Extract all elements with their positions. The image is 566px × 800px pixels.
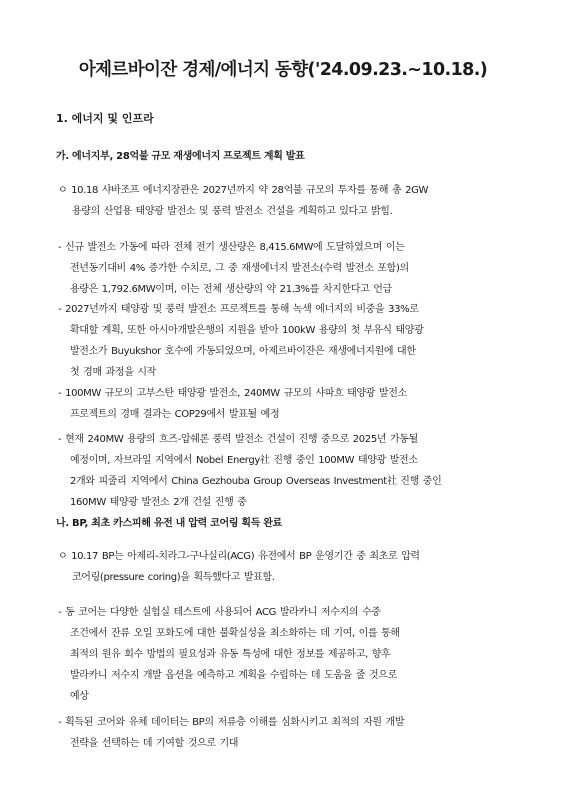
text-line: 160MW 태양광 발전소 2개 건설 진행 중	[70, 497, 247, 508]
text-line: 전년동기대비 4% 증가한 수치로, 그 중 재생에너지 발전소(수력 발전소 포함)의	[70, 263, 409, 274]
paragraph-b2	[58, 602, 514, 707]
paragraph-a2	[58, 237, 514, 300]
text-line: 확대할 계획, 또한 아시아개발은행의 지원을 받아 100kW 용량의 첫 부유식 태양광	[70, 325, 424, 336]
text-line: - 획득된 코어와 유체 데이터는 BP의 저류층 이해를 심화시키고 최적의 자원 개발	[58, 717, 405, 728]
text-line: 첫 경매 과정을 시작	[70, 367, 156, 378]
paragraph-b1	[58, 546, 514, 588]
section-heading-energy: 1. 에너지 및 인프라	[56, 112, 154, 125]
text-line: ㅇ 10.17 BP는 아제리-치라그-구나실리(ACG) 유전에서 BP 운영기간 중 최초로 압력	[58, 551, 420, 562]
text-line: 예상	[70, 691, 89, 702]
text-line: - 현재 240MW 용량의 흐즈-압쉐론 풍력 발전소 건설이 진행 중으로 2025년 가동될	[58, 434, 418, 445]
text-line: 발라카니 저수지 개발 옵션을 예측하고 계획을 수립하는 데 도움을 줄 것으로	[70, 670, 397, 681]
page-title: 아제르바이잔 경제/에너지 동향('24.09.23.~10.18.)	[78, 60, 488, 80]
paragraph-a3	[58, 299, 514, 383]
text-line: 최적의 원유 회수 방법의 필요성과 유동 특성에 대한 정보를 제공하고, 향후	[70, 649, 391, 660]
text-line: - 동 코어는 다양한 실험실 테스트에 사용되어 ACG 발라카니 저수지의 수중	[58, 607, 381, 618]
paragraph-b3	[58, 712, 514, 754]
text-line: - 2027년까지 태양광 및 풍력 발전소 프로젝트를 통해 녹색 에너지의 비중을 33%로	[58, 304, 419, 315]
text-line: 용량의 산업용 태양광 발전소 및 풍력 발전소 건설을 계획하고 있다고 밝힘.	[72, 206, 393, 217]
subheading-bp-coring: 나. BP, 최초 카스피해 유전 내 압력 코어링 획득 완료	[56, 518, 282, 529]
text-line: 예정이며, 자브라일 지역에서 Nobel Energy社 진행 중인 100MW 태양광 발전소	[70, 455, 418, 466]
paragraph-a1	[58, 180, 514, 222]
text-line: ㅇ 10.18 샤바조프 에너지장관은 2027년까지 약 28억불 규모의 투자를 통해 총 2GW	[58, 185, 429, 196]
text-line: 발전소가 Buyukshor 호수에 가동되었으며, 아제르바이잔은 재생에너지원에 대한	[70, 346, 416, 357]
text-line: 전략을 선택하는 데 기여할 것으로 기대	[70, 738, 239, 749]
text-line: - 100MW 규모의 고부스탄 태양광 발전소, 240MW 규모의 샤파흐 태양광 발전소	[58, 388, 407, 399]
text-line: 조건에서 잔류 오일 포화도에 대한 불확실성을 최소화하는 데 기여, 이를 통해	[70, 628, 400, 639]
text-line: 코어링(pressure coring)을 획득했다고 발표함.	[72, 572, 275, 583]
subheading-renewable-plan: 가. 에너지부, 28억불 규모 재생에너지 프로젝트 계획 발표	[56, 151, 305, 162]
text-line: - 신규 발전소 가동에 따라 전체 전기 생산량은 8,415.6MW에 도달하였으며 이는	[58, 242, 405, 253]
text-line: 프로젝트의 경매 결과는 COP29에서 발표될 예정	[70, 409, 280, 420]
paragraph-a5	[58, 429, 514, 513]
text-line: 용량은 1,792.6MW이며, 이는 전체 생산량의 약 21.3%를 차지한다고 언급	[70, 284, 392, 295]
text-line: 2개와 피줄리 지역에서 China Gezhouba Group Overseas Investment社 진행 중인	[70, 476, 442, 487]
paragraph-a4	[58, 383, 514, 425]
